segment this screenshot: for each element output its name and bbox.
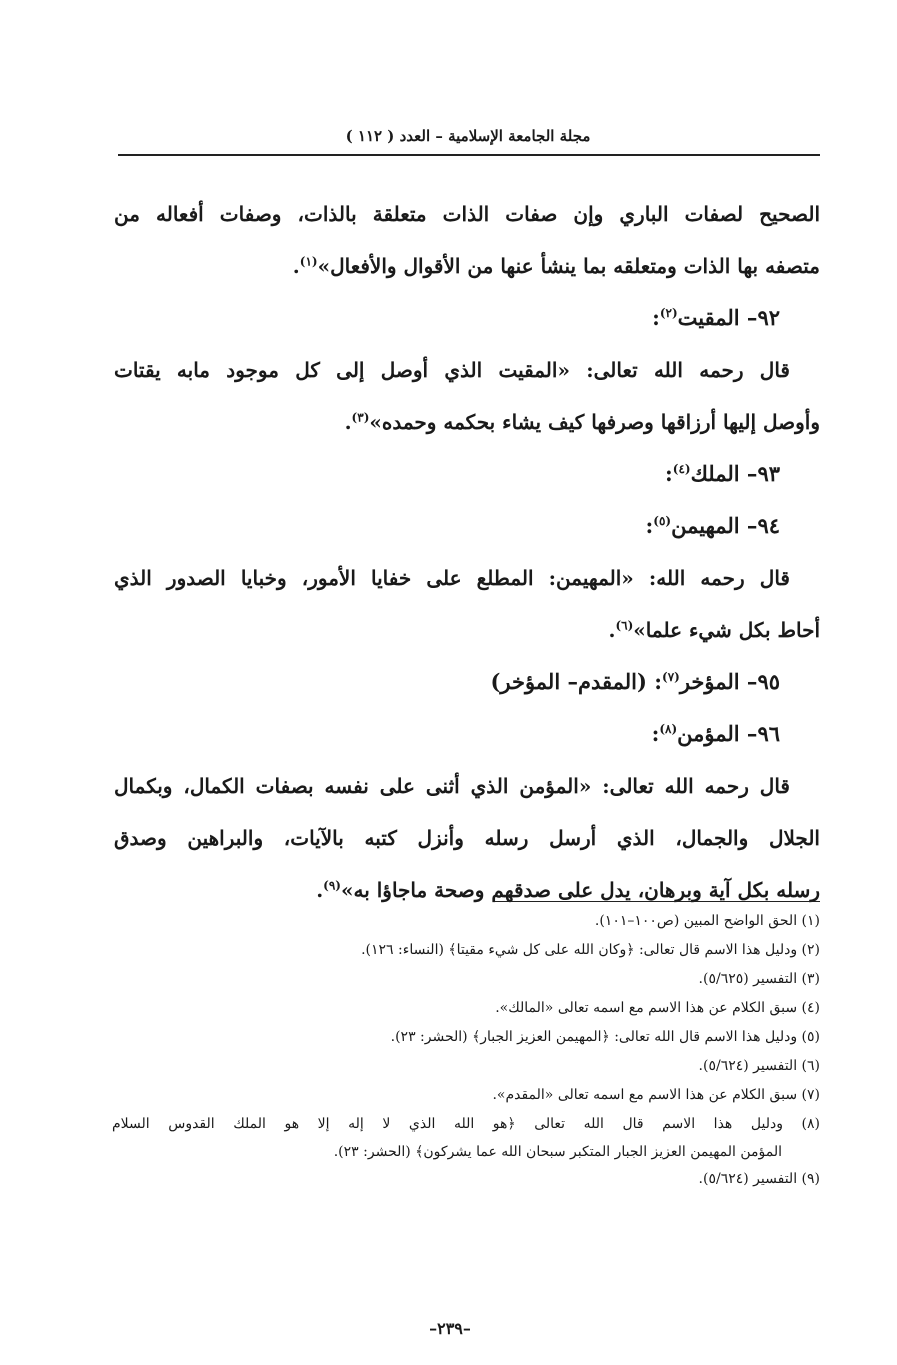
body-line-5-text: وأوصل إليها أرزاقها وصرفها كيف يشاء بحكمه وحمده» bbox=[369, 410, 820, 434]
note-ref-6: (٦) bbox=[615, 618, 634, 633]
footnote-8: (٨) ودليل هذا الاسم قال الله تعالى ﴿هو الله الذي لا إله إلا هو الملك القدوس السلام bbox=[112, 1116, 820, 1132]
body-line-9-text: أحاط بكل شيء علما» bbox=[633, 618, 820, 642]
heading-92-end: : bbox=[652, 305, 660, 330]
body-line-2-end: . bbox=[292, 254, 300, 278]
note-ref-2: (٢) bbox=[659, 306, 678, 320]
header-rule bbox=[118, 154, 820, 156]
heading-95 bbox=[114, 656, 820, 708]
heading-94-text: ٩٤– المهيمن bbox=[671, 513, 780, 538]
heading-96 bbox=[114, 708, 820, 760]
footnote-4: (٤) سبق الكلام عن هذا الاسم مع اسمه تعالى «المالك». bbox=[495, 1000, 820, 1016]
note-ref-4: (٤) bbox=[672, 462, 691, 476]
heading-93-text: ٩٣– الملك bbox=[690, 461, 780, 486]
note-ref-1: (١) bbox=[299, 254, 318, 269]
body-line-9 bbox=[114, 604, 820, 656]
footnote-6: (٦) التفسير (٥/٦٢٤). bbox=[698, 1058, 820, 1074]
body-line-14-end: . bbox=[316, 878, 324, 902]
body-line-14-text: رسله بكل آية وبرهان، يدل على صدقهم وصحة ماجاؤا به» bbox=[340, 878, 820, 902]
body-line-8: قال رحمه الله: «المهيمن: المطلع على خفايا الأمور، وخبايا الصدور الذي bbox=[114, 566, 790, 590]
footnote-rule bbox=[495, 901, 820, 902]
body-line-5-end: . bbox=[344, 410, 352, 434]
heading-95-end: : (المقدم– المؤخر) bbox=[490, 669, 662, 694]
footnote-3: (٣) التفسير (٥/٦٢٥). bbox=[698, 971, 820, 987]
heading-93 bbox=[114, 448, 820, 500]
heading-96-end: : bbox=[651, 721, 660, 746]
note-ref-8: (٨) bbox=[659, 722, 678, 736]
heading-95-text: ٩٥– المؤخر bbox=[679, 669, 780, 694]
footnote-9: (٩) التفسير (٥/٦٢٤). bbox=[698, 1171, 820, 1187]
body-line-5 bbox=[114, 396, 820, 448]
body-line-2 bbox=[114, 240, 820, 292]
footnote-7: (٧) سبق الكلام عن هذا الاسم مع اسمه تعالى «المقدم». bbox=[492, 1087, 820, 1103]
heading-94-end: : bbox=[645, 513, 654, 538]
main-text bbox=[114, 188, 820, 916]
page-number: –٢٣٩– bbox=[429, 1319, 471, 1338]
note-ref-3: (٣) bbox=[351, 410, 370, 425]
footnote-8-continued: المؤمن المهيمن العزيز الجبار المتكبر سبحان الله عما يشركون﴾ (الحشر: ٢٣). bbox=[333, 1144, 782, 1160]
body-line-12: قال رحمه الله تعالى: «المؤمن الذي أثنى على نفسه بصفات الكمال، وبكمال bbox=[114, 774, 790, 798]
footnote-2: (٢) ودليل هذا الاسم قال تعالى: ﴿وكان الله على كل شيء مقيتا﴾ (النساء: ١٢٦). bbox=[361, 942, 820, 958]
footnotes bbox=[112, 907, 820, 1194]
body-line-9-end: . bbox=[608, 618, 616, 642]
footnote-5: (٥) ودليل هذا الاسم قال الله تعالى: ﴿المهيمن العزيز الجبار﴾ (الحشر: ٢٣). bbox=[390, 1029, 820, 1045]
note-ref-7: (٧) bbox=[662, 670, 680, 684]
body-line-1: الصحيح لصفات الباري وإن صفات الذات متعلقة بالذات، وصفات أفعاله من bbox=[114, 202, 820, 226]
note-ref-5: (٥) bbox=[653, 514, 672, 528]
note-ref-9: (٩) bbox=[323, 878, 341, 893]
footnote-1: (١) الحق الواضح المبين (ص١٠٠–١٠١). bbox=[594, 913, 820, 929]
heading-96-text: ٩٦– المؤمن bbox=[677, 721, 780, 746]
heading-92-text: ٩٢– المقيت bbox=[677, 305, 780, 330]
body-line-2-text: متصفه بها الذات ومتعلقه بما ينشأ عنها من الأقوال والأفعال» bbox=[317, 254, 820, 278]
body-line-13: الجلال والجمال، الذي أرسل رسله وأنزل كتبه بالآيات، والبراهين وصدق bbox=[114, 826, 820, 850]
heading-92 bbox=[114, 292, 820, 344]
heading-93-end: : bbox=[665, 461, 673, 486]
running-title: مجلة الجامعة الإسلامية – العدد ( ١١٢ ) bbox=[345, 127, 591, 145]
heading-94 bbox=[114, 500, 820, 552]
body-line-4: قال رحمه الله تعالى: «المقيت الذي أوصل إلى كل موجود مابه يقتات bbox=[114, 358, 790, 382]
